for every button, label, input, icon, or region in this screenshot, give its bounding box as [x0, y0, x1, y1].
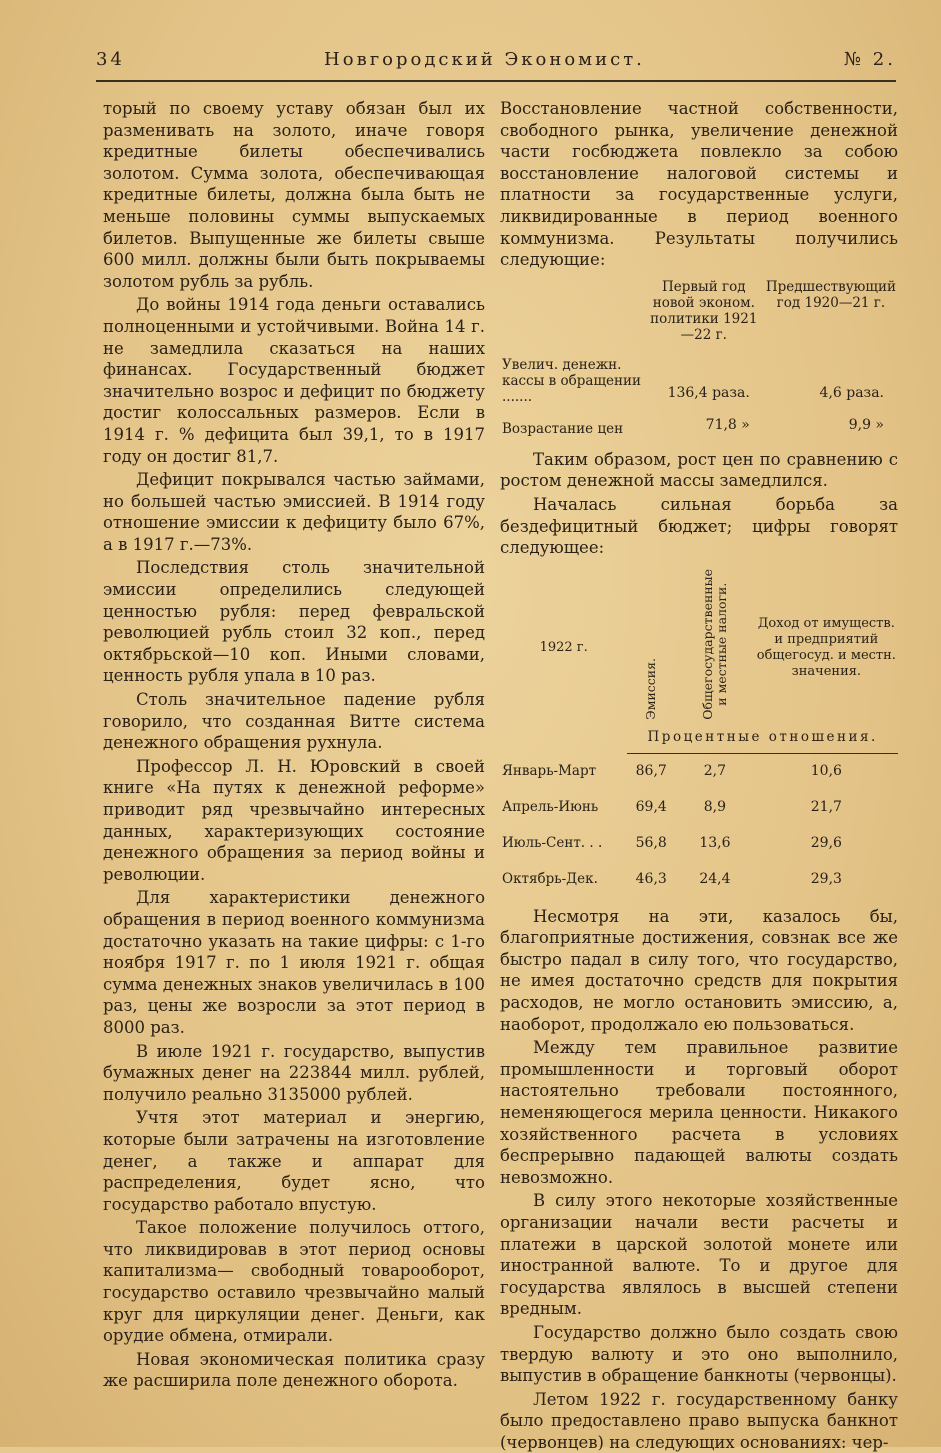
- table2-col-header: Эмиссия.: [643, 657, 659, 720]
- paragraph: Профессор Л. Н. Юровский в своей книге «На путях к денежной реформе» приводит ряд чрезвычайно интересных данных, характеризующих состояние денежного обращения за период войны и революции.: [103, 756, 485, 884]
- page-header: [96, 44, 896, 74]
- issue-number: № 2.: [844, 48, 896, 70]
- paragraph: Такое положение получилось оттого, что ликвидировав в этот период основы капитализма— свободный товарооборот, государство оставило чрезвычайно малый круг для циркуляции денег. Деньги, как орудие обмена, отмирали.: [103, 1218, 485, 1346]
- page-number: 34: [96, 48, 125, 70]
- paragraph: В силу этого некоторые хозяйственные организации начали вести расчеты и платежи в царской золотой монете или иностранной валюте. То и другое для государства являлось в высшей степени вредным.: [500, 1191, 898, 1319]
- table2-row-label: Октябрь-Дек.: [502, 870, 598, 887]
- table2-cell: 8,9: [703, 798, 727, 815]
- table2-row-label: Апрель-Июнь: [502, 798, 599, 815]
- table2-cell: 13,6: [699, 834, 731, 851]
- paragraph: Новая экономическая политика сразу же расширила поле денежного оборота.: [103, 1349, 485, 1391]
- paragraph: Между тем правильное развитие промышленности и торговый оборот настоятельно требовали постоянного, неменяющегося мерила ценности. Никакого хозяйственного расчета в условиях беспрерывно падающей валюты создать невозможно.: [500, 1038, 898, 1187]
- table2-cell: 46,3: [635, 870, 667, 887]
- journal-title: Новгородский Экономист.: [324, 48, 645, 70]
- table2-cell: 86,7: [635, 762, 667, 779]
- paragraph: Для характеристики денежного обращения в период военного коммунизма достаточно указать на такие цифры: с 1-го ноября 1917 г. по 1 июля 1921 г. общая сумма денежных знаков увеличилась в 100 раз, цены же возросли за этот период в 8000 раз.: [103, 888, 485, 1037]
- table1-col-header: Первый год новой эконом. политики 1921—22 г.: [650, 278, 758, 343]
- table2-cell: 56,8: [635, 834, 667, 851]
- table1-row-label: Увелич. денежн. кассы в обращении .......: [502, 356, 642, 405]
- paragraph: До войны 1914 года деньги оставались полноценными и устойчивыми. Война 14 г. не замедлила сказаться на наших финансах. Государственный бюджет значительно возрос и дефицит по бюджету достиг колоссальных размеров. Если в 1914 г. % дефицита был 39,1, то в 1917 году он достиг 81,7.: [103, 295, 485, 466]
- paragraph: Столь значительное падение рубля говорило, что созданная Витте система денежного обращения рухнула.: [103, 690, 485, 753]
- table2-cell: 21,7: [810, 798, 842, 815]
- paragraph: Началась сильная борьба за бездефицитный бюджет; цифры говорят следующее:: [500, 494, 898, 558]
- table2-row-label: Январь-Март: [502, 762, 597, 779]
- table2-cell: 24,4: [699, 870, 731, 887]
- table2-year: 1922 г.: [539, 639, 588, 655]
- table2-row-label: Июль-Сент. . .: [502, 834, 603, 851]
- money-growth-table: [500, 277, 898, 439]
- paragraph: Учтя этот материал и энергию, которые были затрачены на изготовление денег, а также и аппарат для распределения, будет ясно, что государство работало впустую.: [103, 1108, 485, 1214]
- paragraph: Государство должно было создать свою твердую валюту и это оно выполнило, выпустив в обращение банкноты (червонцы).: [500, 1322, 898, 1386]
- paragraph: торый по своему уставу обязан был их разменивать на золото, иначе говоря кредитные билеты обеспечивались золотом. Сумма золота, обеспечивающая кредитные билеты, должна была быть не меньше половины суммы выпускаемых билетов. Выпущенные же билеты свыше 600 милл. должны были быть покрываемы золотом рубль за рубль.: [103, 99, 485, 291]
- table1-cell: 71,8 »: [705, 417, 750, 434]
- table2-col-header: Доход от имуществ. и предприятий общегосуд. и местн. значения.: [756, 615, 896, 679]
- table1-col-header: Предшествующий год 1920—21 г.: [765, 278, 896, 311]
- table2-cell: 2,7: [703, 762, 727, 779]
- paragraph: Летом 1922 г. государственному банку было предоставлено право выпуска банкнот (червонцев) на следующих основаниях: чер-: [500, 1389, 898, 1452]
- table1-row-label: Возрастание цен: [502, 420, 624, 437]
- table1-cell: 9,9 »: [848, 417, 884, 434]
- table2-cell: 29,3: [810, 870, 842, 887]
- table2-percent-caption: Процентные отношения.: [627, 727, 898, 753]
- paragraph: Несмотря на эти, казалось бы, благоприятные достижения, совзнак все же быстро падал в силу того, что государство, не имея достаточно средств для покрытия расходов, не могло остановить эмиссию, а, наоборот, продолжало ею пользоваться.: [500, 906, 898, 1034]
- right-column: [500, 98, 898, 1453]
- left-column: [103, 98, 485, 1392]
- table1-cell: 136,4 раза.: [667, 385, 750, 402]
- paragraph: Восстановление частной собственности, свободного рынка, увеличение денежной части госбюджета повлекло за собою восстановление налоговой системы и платности за государственные услуги, ликвидированные в период военного коммунизма. Результаты получились следующие:: [500, 99, 898, 270]
- table2-cell: 10,6: [810, 762, 842, 779]
- table2-cell: 69,4: [635, 798, 667, 815]
- table1-cell: 4,6 раза.: [819, 385, 884, 402]
- table2-col-header: Общегосударственные и местные налоги.: [699, 568, 729, 720]
- paragraph: Дефицит покрывался частью займами, но большей частью эмиссией. В 1914 году отношение эмиссии к дефициту было 67%, а в 1917 г.—73%.: [103, 470, 485, 554]
- paragraph: В июле 1921 г. государство, выпустив бумажных денег на 223844 милл. рублей, получило реально 3135000 рублей.: [103, 1041, 485, 1104]
- paragraph: Таким образом, рост цен по сравнению с ростом денежной массы замедлился.: [500, 449, 898, 491]
- header-divider: [96, 80, 896, 82]
- budget-structure-table: [500, 569, 898, 898]
- paragraph: Последствия столь значительной эмиссии определились следующей ценностью рубля: перед февральской революцией рубль стоил 32 коп., перед октябрьской—10 коп. Иными словами, ценность рубля упала в 10 раз.: [103, 558, 485, 686]
- table2-cell: 29,6: [810, 834, 842, 851]
